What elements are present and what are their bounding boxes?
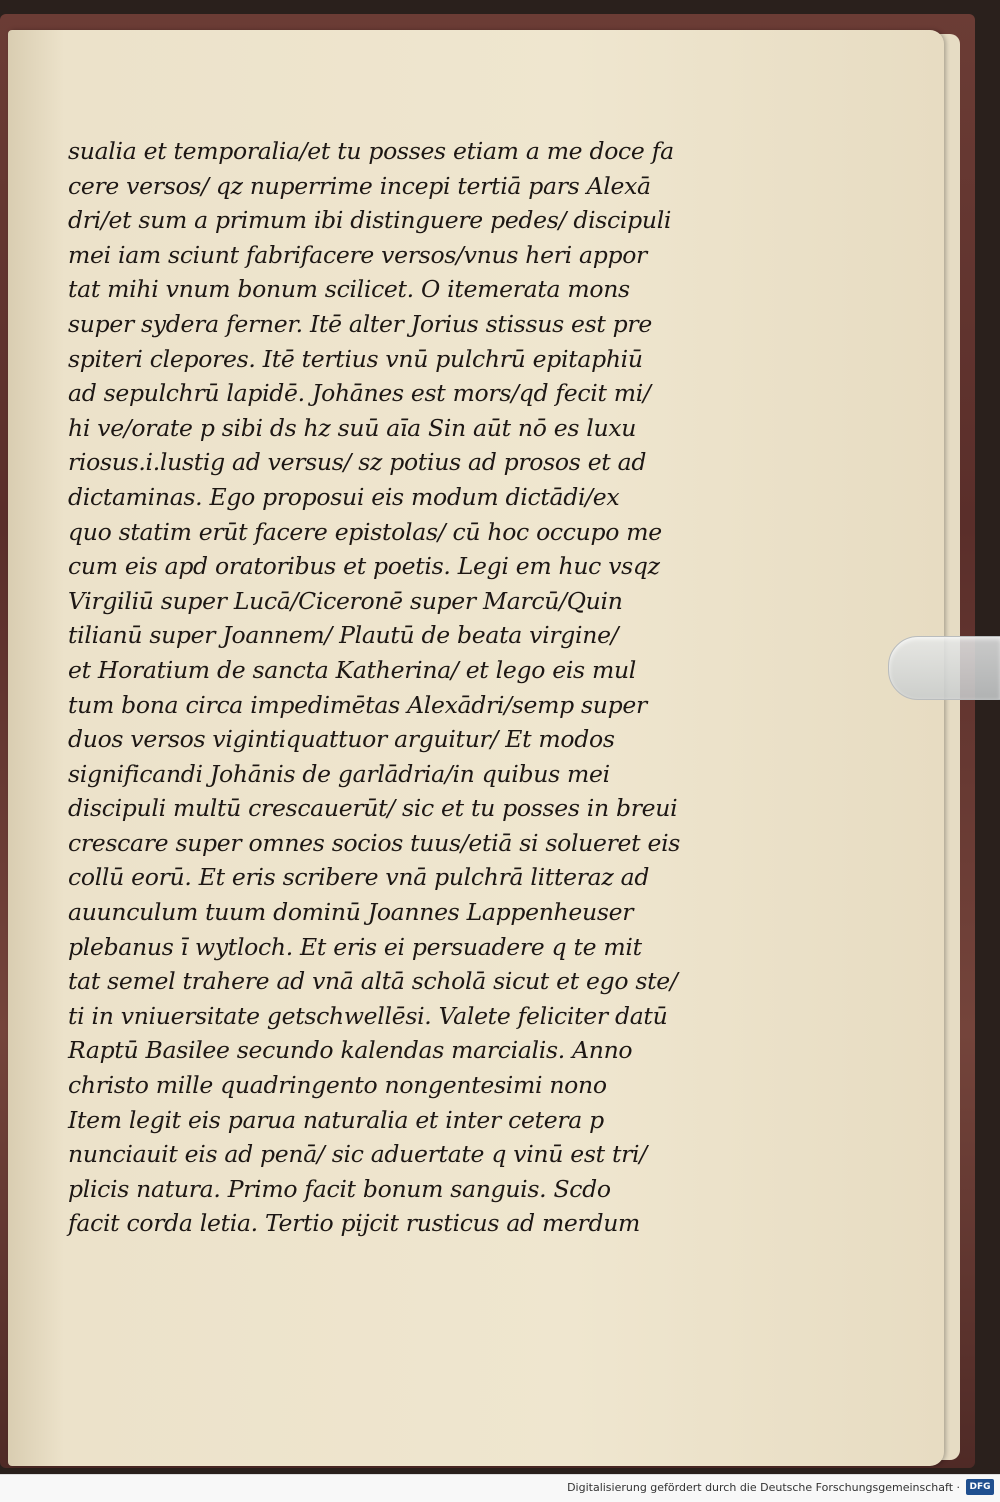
text-line: mei iam sciunt fabrifacere versos/vnus heri appor (68, 240, 647, 269)
text-line: Virgiliū super Lucā/Ciceronē super Marcū/Quin (68, 586, 623, 615)
text-line: ad sepulchrū lapidē. Johānes est mors/qd fecit mi/ (68, 379, 651, 408)
text-line: Item legit eis parua naturalia et inter cetera p (68, 1105, 604, 1134)
dfg-logo: DFG (966, 1479, 994, 1495)
text-block (68, 134, 728, 1241)
text-line: ti in vniuersitate getschwellēsi. Valete feliciter datū (68, 1001, 668, 1030)
text-line: duos versos vigintiquattuor arguitur/ Et modos (68, 725, 615, 754)
text-line: Raptū Basilee secundo kalendas marcialis. Anno (68, 1036, 633, 1065)
text-line: auunculum tuum dominū Joannes Lappenheuser (68, 898, 634, 927)
page-clip (888, 636, 1000, 700)
text-line: tat semel trahere ad vnā altā scholā sicut et ego ste/ (68, 967, 678, 996)
text-line: super sydera ferner. Itē alter Jorius stissus est pre (68, 309, 652, 338)
text-line: spiteri clepores. Itē tertius vnū pulchrū epitaphiū (68, 344, 643, 373)
text-line: plicis natura. Primo facit bonum sanguis. Scdo (68, 1174, 611, 1203)
text-line: discipuli multū crescauerūt/ sic et tu posses in breui (68, 794, 678, 823)
text-line: tum bona circa impedimētas Alexādri/semp super (68, 690, 647, 719)
text-line: plebanus ī wytloch. Et eris ei persuadere q te mit (68, 932, 642, 961)
text-line: crescare super omnes socios tuus/etiā si solueret eis (68, 828, 681, 857)
text-line: tat mihi vnum bonum scilicet. O itemerata mons (68, 275, 630, 304)
text-line: quo statim erūt facere epistolas/ cū hoc occupo me (68, 517, 662, 546)
text-line: cum eis apd oratoribus et poetis. Legi em huc vsqz (68, 552, 660, 581)
text-line: christo mille quadringento nongentesimi nono (68, 1071, 607, 1100)
text-line: hi ve/orate p sibi ds hz suū aīa Sin aūt nō es luxu (68, 413, 637, 442)
funding-credit: Digitalisierung gefördert durch die Deutsche Forschungsgemeinschaft · (567, 1481, 960, 1494)
book-page (8, 30, 944, 1466)
text-line: dictaminas. Ego proposui eis modum dictādi/ex (68, 482, 620, 511)
text-line: collū eorū. Et eris scribere vnā pulchrā litteraz ad (68, 863, 650, 892)
text-line: dri/et sum a primum ibi distinguere pedes/ discipuli (68, 206, 672, 235)
text-line: nunciauit eis ad penā/ sic aduertate q vinū est tri/ (68, 1140, 647, 1169)
text-line: riosus.i.lustig ad versus/ sz potius ad prosos et ad (68, 448, 647, 477)
text-line: cere versos/ qz nuperrime incepi tertiā pars Alexā (68, 171, 651, 200)
text-line: facit corda letia. Tertio pijcit rusticus ad merdum (68, 1209, 641, 1238)
text-line: sualia et temporalia/et tu posses etiam a me doce fa (68, 137, 674, 165)
footer-bar (0, 1474, 1000, 1502)
text-line: et Horatium de sancta Katherina/ et lego eis mul (68, 655, 636, 684)
text-line: significandi Johānis de garlādria/in quibus mei (68, 759, 610, 788)
text-line: tilianū super Joannem/ Plautū de beata virgine/ (68, 621, 619, 650)
